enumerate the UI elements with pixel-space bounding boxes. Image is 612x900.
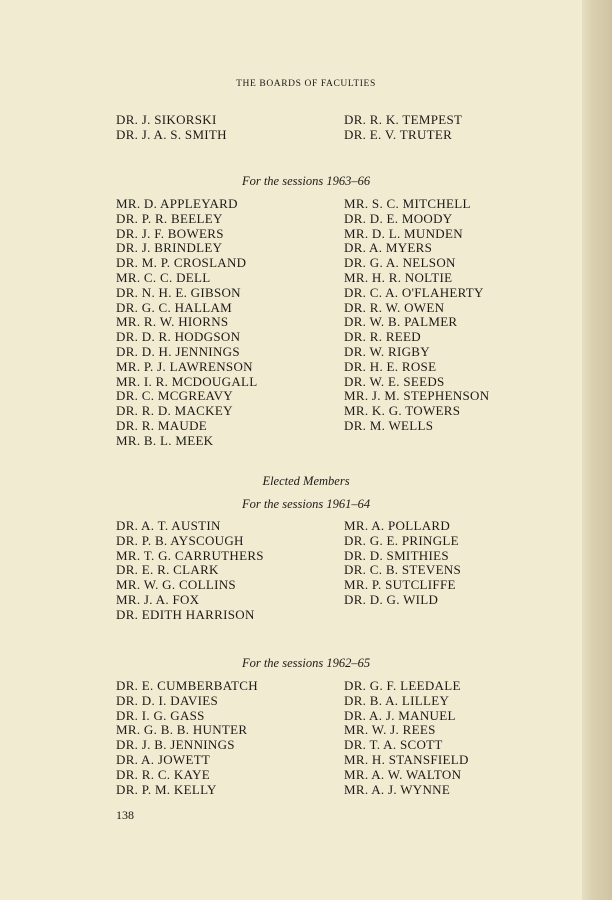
member-name: DR. C. MCGREAVY bbox=[116, 388, 233, 404]
member-name: DR. N. H. E. GIBSON bbox=[116, 284, 241, 300]
member-name: DR. E. CUMBERBATCH bbox=[116, 678, 258, 693]
member-name: DR. A. T. AUSTIN bbox=[116, 518, 221, 533]
member-name: MR. G. B. B. HUNTER bbox=[116, 722, 248, 738]
member-name: DR. W. B. PALMER bbox=[344, 314, 458, 330]
member-name: MR. A. POLLARD bbox=[344, 518, 451, 533]
member-name: DR. D. R. HODGSON bbox=[116, 329, 241, 345]
member-name: DR. P. R. BEELEY bbox=[116, 210, 223, 226]
member-name: DR. C. B. STEVENS bbox=[344, 562, 462, 578]
member-name: MR. S. C. MITCHELL bbox=[344, 196, 471, 211]
member-name: DR. W. RIGBY bbox=[344, 343, 430, 359]
member-name: DR. G. F. LEEDALE bbox=[344, 678, 461, 693]
member-name: MR. J. A. FOX bbox=[116, 591, 200, 607]
member-name: DR. W. E. SEEDS bbox=[344, 373, 445, 389]
member-name: MR. D. L. MUNDEN bbox=[344, 225, 463, 241]
page-header: THE BOARDS OF FACULTIES bbox=[236, 79, 376, 89]
page-edge bbox=[582, 0, 612, 900]
section-1-right-column bbox=[344, 197, 554, 434]
member-name: DR. P. M. KELLY bbox=[116, 781, 217, 797]
member-name: DR. G. A. NELSON bbox=[344, 255, 456, 271]
member-name: DR. I. G. GASS bbox=[116, 707, 205, 723]
member-name: MR. K. G. TOWERS bbox=[344, 403, 461, 419]
page-number: 138 bbox=[116, 808, 134, 822]
member-name: DR. C. A. O'FLAHERTY bbox=[344, 284, 484, 300]
member-name: MR. C. C. DELL bbox=[116, 269, 211, 285]
member-name: DR. A. MYERS bbox=[344, 240, 433, 256]
member-name: DR. M. P. CROSLAND bbox=[116, 255, 247, 271]
section-2-heading: For the sessions 1961–64 bbox=[241, 497, 371, 511]
member-name: DR. G. E. PRINGLE bbox=[344, 532, 459, 548]
section-1-heading: For the sessions 1963–66 bbox=[241, 174, 371, 188]
member-name: DR. A. J. MANUEL bbox=[344, 707, 456, 723]
member-name: DR. D. E. MOODY bbox=[344, 210, 453, 226]
member-name: MR. W. G. COLLINS bbox=[116, 577, 236, 593]
member-name: DR. J. SIKORSKI bbox=[116, 112, 217, 127]
member-name: MR. R. W. HIORNS bbox=[116, 314, 229, 330]
member-name: MR. H. STANSFIELD bbox=[344, 751, 469, 767]
member-name: MR. J. M. STEPHENSON bbox=[344, 388, 490, 404]
member-name: DR. E. V. TRUTER bbox=[344, 126, 453, 142]
member-name: DR. J. BRINDLEY bbox=[116, 240, 223, 256]
member-name: MR. P. SUTCLIFFE bbox=[344, 577, 456, 593]
member-name: MR. A. J. WYNNE bbox=[344, 781, 451, 797]
section-0-left-column bbox=[116, 113, 326, 143]
member-name: DR. A. JOWETT bbox=[116, 751, 211, 767]
section-3-left-column bbox=[116, 679, 326, 797]
member-name: MR. W. J. REES bbox=[344, 722, 436, 738]
member-name: DR. G. C. HALLAM bbox=[116, 299, 233, 315]
member-name: MR. T. G. CARRUTHERS bbox=[116, 547, 264, 563]
member-name: DR. T. A. SCOTT bbox=[344, 737, 443, 753]
section-1-left-column bbox=[116, 197, 326, 449]
member-name: DR. R. C. KAYE bbox=[116, 766, 211, 782]
section-2-left-column bbox=[116, 519, 326, 623]
member-name: DR. P. B. AYSCOUGH bbox=[116, 532, 244, 548]
elected-members-heading: Elected Members bbox=[262, 474, 350, 488]
member-name: DR. R. K. TEMPEST bbox=[344, 112, 463, 127]
member-name: DR. R. MAUDE bbox=[116, 417, 207, 433]
section-3-heading: For the sessions 1962–65 bbox=[241, 656, 371, 670]
member-name: MR. H. R. NOLTIE bbox=[344, 269, 453, 285]
member-name: DR. R. REED bbox=[344, 329, 421, 345]
member-name: DR. J. F. BOWERS bbox=[116, 225, 224, 241]
member-name: DR. H. E. ROSE bbox=[344, 358, 437, 374]
member-name: MR. P. J. LAWRENSON bbox=[116, 358, 253, 374]
member-name: DR. E. R. CLARK bbox=[116, 562, 219, 578]
member-name: DR. D. SMITHIES bbox=[344, 547, 449, 563]
section-0-right-column bbox=[344, 113, 554, 143]
member-name: MR. B. L. MEEK bbox=[116, 432, 214, 448]
member-name: DR. R. D. MACKEY bbox=[116, 403, 233, 419]
member-name: DR. J. B. JENNINGS bbox=[116, 737, 235, 753]
member-name: DR. D. H. JENNINGS bbox=[116, 343, 240, 359]
member-name: DR. D. G. WILD bbox=[344, 591, 439, 607]
member-name: MR. D. APPLEYARD bbox=[116, 196, 238, 211]
member-name: DR. B. A. LILLEY bbox=[344, 692, 450, 708]
member-name: DR. M. WELLS bbox=[344, 417, 434, 433]
section-2-right-column bbox=[344, 519, 554, 608]
member-name: MR. I. R. MCDOUGALL bbox=[116, 373, 258, 389]
member-name: DR. D. I. DAVIES bbox=[116, 692, 219, 708]
member-name: MR. A. W. WALTON bbox=[344, 766, 462, 782]
member-name: DR. R. W. OWEN bbox=[344, 299, 445, 315]
member-name: DR. EDITH HARRISON bbox=[116, 606, 255, 622]
member-name: DR. J. A. S. SMITH bbox=[116, 126, 227, 142]
section-3-right-column bbox=[344, 679, 554, 797]
